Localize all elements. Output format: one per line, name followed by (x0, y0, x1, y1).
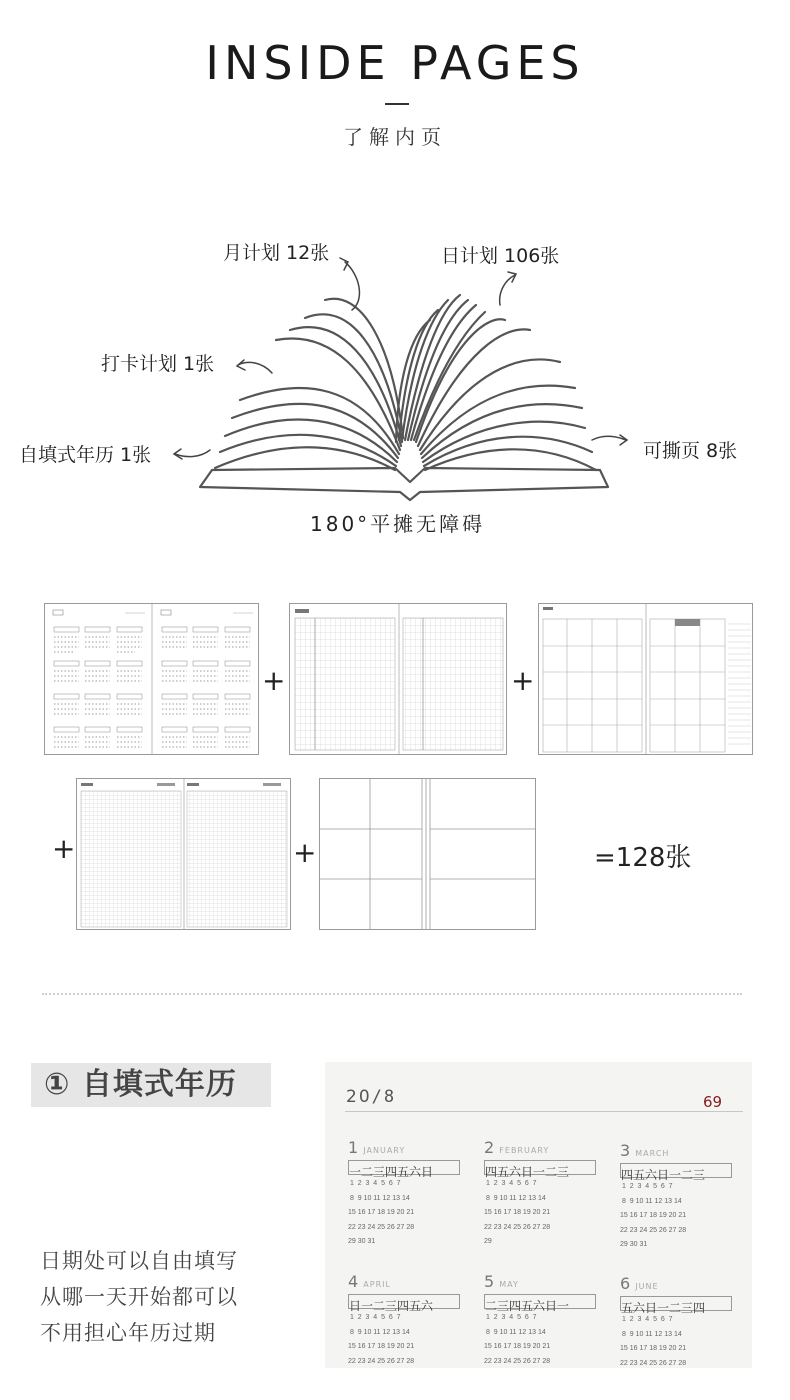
day-grid: 1 2 3 4 5 6 7 8 9 10 11 12 13 14 15 16 17 18 19 20 21 22 23 24 25 26 27 28 29 (484, 1180, 551, 1245)
month-number: 6 (620, 1274, 631, 1293)
weekday-box[interactable] (348, 1160, 460, 1179)
month-block (620, 1141, 740, 1253)
plus-sign: + (262, 664, 286, 697)
plus-sign: + (52, 832, 76, 865)
weekday-row: 二三四五六日一 (485, 1299, 570, 1313)
month-name: MARCH (635, 1149, 670, 1158)
day-grid: 1 2 3 4 5 6 7 8 9 10 11 12 13 14 15 16 17 18 19 20 21 22 23 24 25 26 27 28 29 30 31 (620, 1183, 687, 1248)
month-block (348, 1272, 468, 1368)
weekday-box[interactable] (348, 1294, 460, 1313)
month-number: 3 (620, 1141, 631, 1160)
month-name: MAY (499, 1280, 519, 1289)
day-grid: 1 2 3 4 5 6 7 8 9 10 11 12 13 14 15 16 17 18 19 20 21 22 23 24 25 26 27 28 (484, 1314, 551, 1365)
description-line: 从哪一天开始都可以 (40, 1285, 238, 1309)
month-number: 2 (484, 1138, 495, 1157)
description-line: 日期处可以自由填写 (40, 1249, 238, 1273)
calendar-year (346, 1087, 396, 1107)
month-name: APRIL (363, 1280, 391, 1289)
label-tearable-pages: 可撕页 8张 (643, 440, 738, 462)
month-number: 4 (348, 1272, 359, 1291)
thumb-tearable-spread (319, 778, 536, 930)
weekday-row: 一二三四五六日 (349, 1165, 434, 1179)
weekday-box[interactable] (484, 1294, 596, 1313)
book-caption: 180°平摊无障碍 (310, 512, 486, 536)
calendar-year-handwritten: /8 (371, 1087, 397, 1107)
calendar-photo (325, 1062, 752, 1368)
weekday-row: 五六日一二三四 (621, 1301, 706, 1315)
month-block (620, 1274, 740, 1368)
month-block (484, 1138, 604, 1250)
calendar-page-number: 69 (703, 1093, 723, 1111)
weekday-box[interactable] (620, 1163, 732, 1182)
thumb-calendar-spread (44, 603, 259, 755)
section-divider (42, 993, 742, 995)
calendar-header-rule (345, 1111, 743, 1112)
weekday-box[interactable] (484, 1160, 596, 1179)
day-grid: 1 2 3 4 5 6 7 8 9 10 11 12 13 14 15 16 17 18 19 20 21 22 23 24 25 26 27 28 (348, 1314, 415, 1365)
month-block (348, 1138, 468, 1250)
thumb-checkin-spread (289, 603, 507, 755)
label-self-fill-calendar: 自填式年历 1张 (19, 444, 152, 466)
plus-sign: + (511, 664, 535, 697)
label-checkin-plan: 打卡计划 1张 (101, 353, 215, 375)
calendar-year-prefix: 20 (346, 1087, 372, 1107)
section-title: ① 自填式年历 (44, 1067, 237, 1102)
weekday-box[interactable] (620, 1296, 732, 1315)
page-title: INSIDE PAGES (205, 36, 585, 90)
month-number: 5 (484, 1272, 495, 1291)
total-pages: =128张 (594, 843, 692, 873)
weekday-row: 四五六日一二三 (485, 1165, 570, 1179)
day-grid: 1 2 3 4 5 6 7 8 9 10 11 12 13 14 15 16 17 18 19 20 21 22 23 24 25 26 27 28 (620, 1316, 687, 1367)
title-divider (385, 103, 409, 105)
thumb-monthly-spread (538, 603, 753, 755)
label-daily-plan: 日计划 106张 (441, 245, 560, 267)
plus-sign: + (293, 836, 317, 869)
month-name: FEBRUARY (499, 1146, 550, 1155)
description-line: 不用担心年历过期 (40, 1321, 216, 1345)
month-name: JUNE (635, 1282, 659, 1291)
page-subtitle: 了解内页 (343, 125, 447, 149)
month-block (484, 1272, 604, 1368)
thumb-daily-spread (76, 778, 291, 930)
day-grid: 1 2 3 4 5 6 7 8 9 10 11 12 13 14 15 16 17 18 19 20 21 22 23 24 25 26 27 28 29 30 31 (348, 1180, 415, 1245)
month-number: 1 (348, 1138, 359, 1157)
weekday-row: 日一二三四五六 (349, 1299, 434, 1313)
month-name: JANUARY (363, 1146, 406, 1155)
label-monthly-plan: 月计划 12张 (223, 242, 330, 264)
weekday-row: 四五六日一二三 (621, 1168, 706, 1182)
